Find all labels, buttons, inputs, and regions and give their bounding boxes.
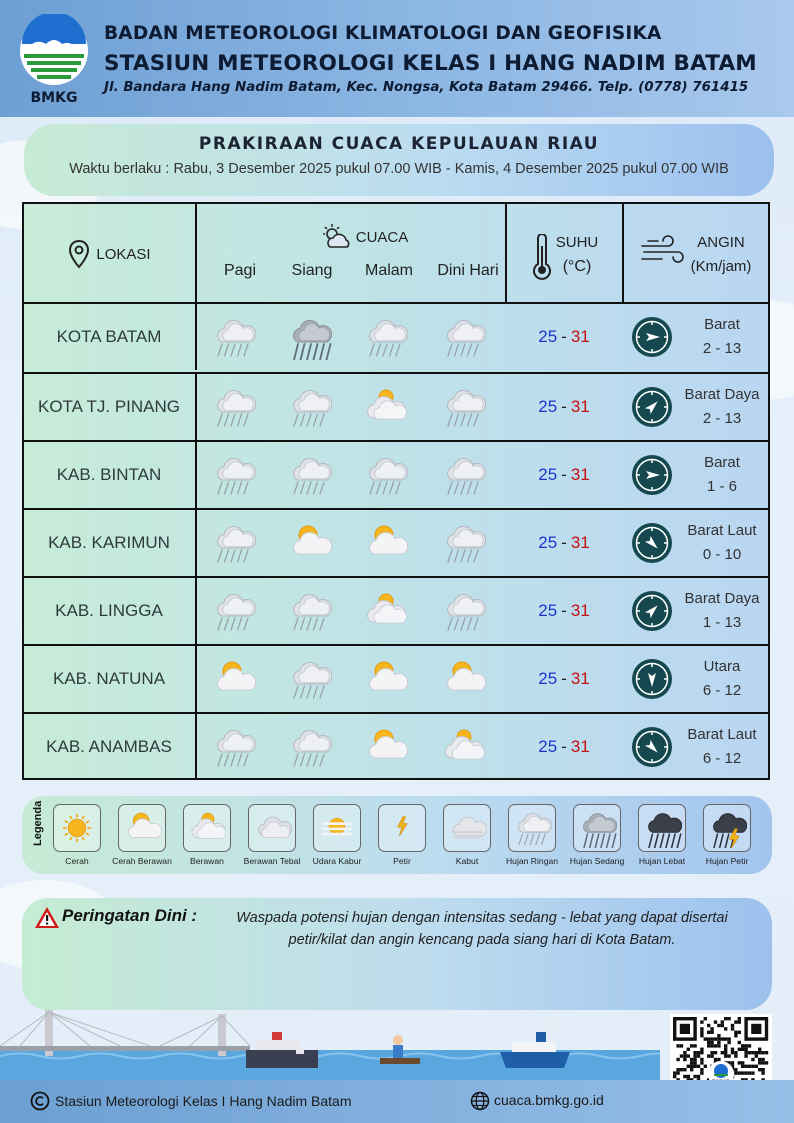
weather-cerah-berawan-icon [362,656,408,702]
legend-label: Cerah Berawan [112,856,172,866]
period-siang: Siang [291,262,333,279]
legend-item-cerah-berawan [111,804,173,866]
legend-item-hujan-sedang [566,804,628,866]
weather-hujan-ringan-icon [362,314,408,360]
temperature-range [514,304,614,370]
wind-compass-icon [631,522,673,564]
temp-min: 25 [538,737,558,756]
divider [195,374,197,440]
period-malam: Malam [364,262,413,279]
temp-max: 31 [570,397,590,416]
wind-speed: 1 - 6 [706,478,737,495]
petir-icon [378,804,426,852]
temp-max: 31 [570,327,590,346]
divider [195,578,197,644]
legend-item-berawan-tebal [241,804,303,866]
weather-hujan-ringan-icon [286,656,332,702]
location-header-label: LOKASI [96,245,151,263]
legend-item-hujan-ringan [501,804,563,866]
wind-info [676,519,768,567]
legend-label: Kabut [455,856,479,866]
wind-compass-icon [631,454,673,496]
wind-speed: 0 - 10 [702,546,742,563]
hujan-lebat-icon [638,804,686,852]
footer-copyright: Stasiun Meteorologi Kelas I Hang Nadim Batam [55,1093,352,1109]
wind-speed: 1 - 13 [702,614,742,631]
temperature-range [514,578,614,644]
weather-hujan-ringan-icon [286,452,332,498]
berawan-tebal-icon [248,804,296,852]
wind-unit: (Km/jam) [690,258,752,275]
wind-info [676,313,768,361]
wind-info [676,587,768,635]
hujan-sedang-icon [573,804,621,852]
hujan-ringan-icon [508,804,556,852]
temp-header-label: SUHU [555,234,599,251]
divider [195,510,197,576]
wind-direction: Barat Daya [684,386,760,403]
weather-hujan-sedang-icon [286,314,332,360]
temp-min: 25 [538,327,558,346]
udara-kabur-icon [313,804,361,852]
wind-info [676,655,768,703]
divider [622,204,624,304]
legend-title: Legenda [32,800,44,846]
weather-hujan-ringan-icon [440,520,486,566]
location-name: KAB. NATUNA [52,669,166,688]
temp-max: 31 [570,737,590,756]
wind-header-label: ANGIN [697,234,745,251]
wind-direction: Barat Laut [687,726,757,743]
temp-separator: - [561,601,567,620]
legend-label: Hujan Sedang [569,856,625,866]
weather-cerah-berawan-icon [210,656,256,702]
table-row [24,372,768,438]
temp-min: 25 [538,601,558,620]
temp-max: 31 [570,601,590,620]
weather-hujan-ringan-icon [286,384,332,430]
location-name: KOTA TJ. PINANG [37,397,180,416]
bmkg-logo [18,14,90,106]
kabut-icon [443,804,491,852]
legend-label: Berawan [190,856,224,866]
logo-text: BMKG [30,90,78,106]
weather-berawan-icon [362,588,408,634]
temp-separator: - [561,533,567,552]
wind-speed: 2 - 13 [702,410,742,427]
cerah-berawan-icon [118,804,166,852]
cerah-icon [53,804,101,852]
warning-text: Waspada potensi hujan dengan intensitas sedang - lebat yang dapat disertai petir/kilat dan angin kencang pada siang hari di Kota Batam. [236,910,728,948]
wind-info [676,451,768,499]
temperature-range [514,442,614,508]
table-row [24,304,768,370]
weather-cerah-berawan-icon [286,520,332,566]
divider [195,646,197,712]
temp-min: 25 [538,465,558,484]
wind-speed: 2 - 13 [702,340,742,357]
divider [195,304,197,370]
table-row [24,508,768,574]
wind-compass-icon [631,386,673,428]
berawan-icon [183,804,231,852]
weather-hujan-ringan-icon [210,384,256,430]
temp-separator: - [561,397,567,416]
temp-min: 25 [538,533,558,552]
temp-max: 31 [570,465,590,484]
table-row [24,644,768,710]
wind-direction: Barat Daya [684,590,760,607]
temp-unit: (°C) [562,258,592,275]
validity-period: Waktu berlaku : Rabu, 3 Desember 2025 pukul 07.00 WIB - Kamis, 4 Desember 2025 pukul 07.00 WIB [69,161,729,177]
table-row [24,576,768,642]
location-name: KAB. BINTAN [56,465,162,484]
legend-label: Hujan Ringan [505,856,559,866]
hujan-petir-icon [703,804,751,852]
divider [195,204,197,304]
wind-speed: 6 - 12 [702,682,742,699]
legend-item-kabut [436,804,498,866]
wind-direction: Barat Laut [687,522,757,539]
temp-min: 25 [538,397,558,416]
legend-item-hujan-lebat [631,804,693,866]
wind-speed: 6 - 12 [702,750,742,767]
header [0,0,794,117]
location-name: KAB. ANAMBAS [46,737,172,756]
legend-label: Hujan Petir [705,856,749,866]
weather-hujan-ringan-icon [210,724,256,770]
temperature-range [514,646,614,712]
temp-separator: - [561,465,567,484]
temp-separator: - [561,737,567,756]
legend-label: Petir [393,856,411,866]
weather-hujan-ringan-icon [210,314,256,360]
temp-separator: - [561,327,567,346]
period-dini-hari: Dini Hari [437,262,499,279]
station-address: Jl. Bandara Hang Nadim Batam, Kec. Nongsa, Kota Batam 29466. Telp. (0778) 761415 [104,80,749,95]
weather-hujan-ringan-icon [210,588,256,634]
partly-cloudy-icon [320,223,352,251]
weather-cerah-berawan-icon [362,724,408,770]
location-header [24,204,195,304]
temp-max: 31 [570,533,590,552]
wind-compass-icon [631,316,673,358]
temp-separator: - [561,669,567,688]
divider [195,714,197,780]
wind-info [676,723,768,771]
weather-hujan-ringan-icon [286,588,332,634]
footer-website-link[interactable]: cuaca.bmkg.go.id [494,1092,604,1108]
legend-item-berawan [176,804,238,866]
wind-direction: Barat [704,316,740,333]
weather-hujan-ringan-icon [210,452,256,498]
thermometer-icon [532,234,552,280]
harbor-illustration [0,1010,660,1080]
period-pagi: Pagi [223,262,257,279]
wind-info [676,383,768,431]
location-pin-icon [68,239,90,269]
table-row [24,440,768,506]
forecast-table [22,202,770,780]
legend-item-hujan-petir [696,804,758,866]
legend-label: Cerah [65,856,89,866]
title-box [24,124,774,196]
weather-berawan-icon [440,724,486,770]
weather-hujan-ringan-icon [440,314,486,360]
location-name: KOTA BATAM [56,327,162,346]
temperature-range [514,714,614,780]
weather-hujan-ringan-icon [440,384,486,430]
legend-item-udara-kabur [306,804,368,866]
legend-label: Udara Kabur [312,856,362,866]
temperature-range [514,374,614,440]
weather-hujan-ringan-icon [440,588,486,634]
wind-direction: Utara [703,658,741,675]
weather-cerah-berawan-icon [440,656,486,702]
location-name: KAB. KARIMUN [48,533,170,552]
globe-icon [470,1091,490,1111]
weather-hujan-ringan-icon [210,520,256,566]
station-name: STASIUN METEOROLOGI KELAS I HANG NADIM BATAM [104,51,757,76]
location-name: KAB. LINGGA [55,601,163,620]
table-header [24,204,768,304]
weather-header [304,222,424,252]
divider [505,204,507,304]
warning-box [22,898,772,1010]
weather-hujan-ringan-icon [362,452,408,498]
wind-compass-icon [631,590,673,632]
legend-label: Hujan Lebat [638,856,686,866]
weather-hujan-ringan-icon [440,452,486,498]
wind-compass-icon [631,658,673,700]
temp-max: 31 [570,669,590,688]
agency-name: BADAN METEOROLOGI KLIMATOLOGI DAN GEOFISIKA [104,23,662,44]
divider [195,442,197,508]
warning-label: Peringatan Dini : [62,906,198,925]
weather-header-label: CUACA [355,228,409,246]
legend-label: Berawan Tebal [243,856,301,866]
legend-item-petir [371,804,433,866]
weather-hujan-ringan-icon [286,724,332,770]
weather-berawan-icon [362,384,408,430]
legend-item-cerah [46,804,108,866]
weather-cerah-berawan-icon [362,520,408,566]
copyright-icon [30,1091,50,1111]
legend [22,796,772,874]
table-row [24,712,768,778]
wind-compass-icon [631,726,673,768]
warning-icon [34,906,60,929]
wind-direction: Barat [704,454,740,471]
temp-min: 25 [538,669,558,688]
temperature-range [514,510,614,576]
footer [0,1080,794,1123]
page-title: PRAKIRAAN CUACA KEPULAUAN RIAU [198,134,600,154]
